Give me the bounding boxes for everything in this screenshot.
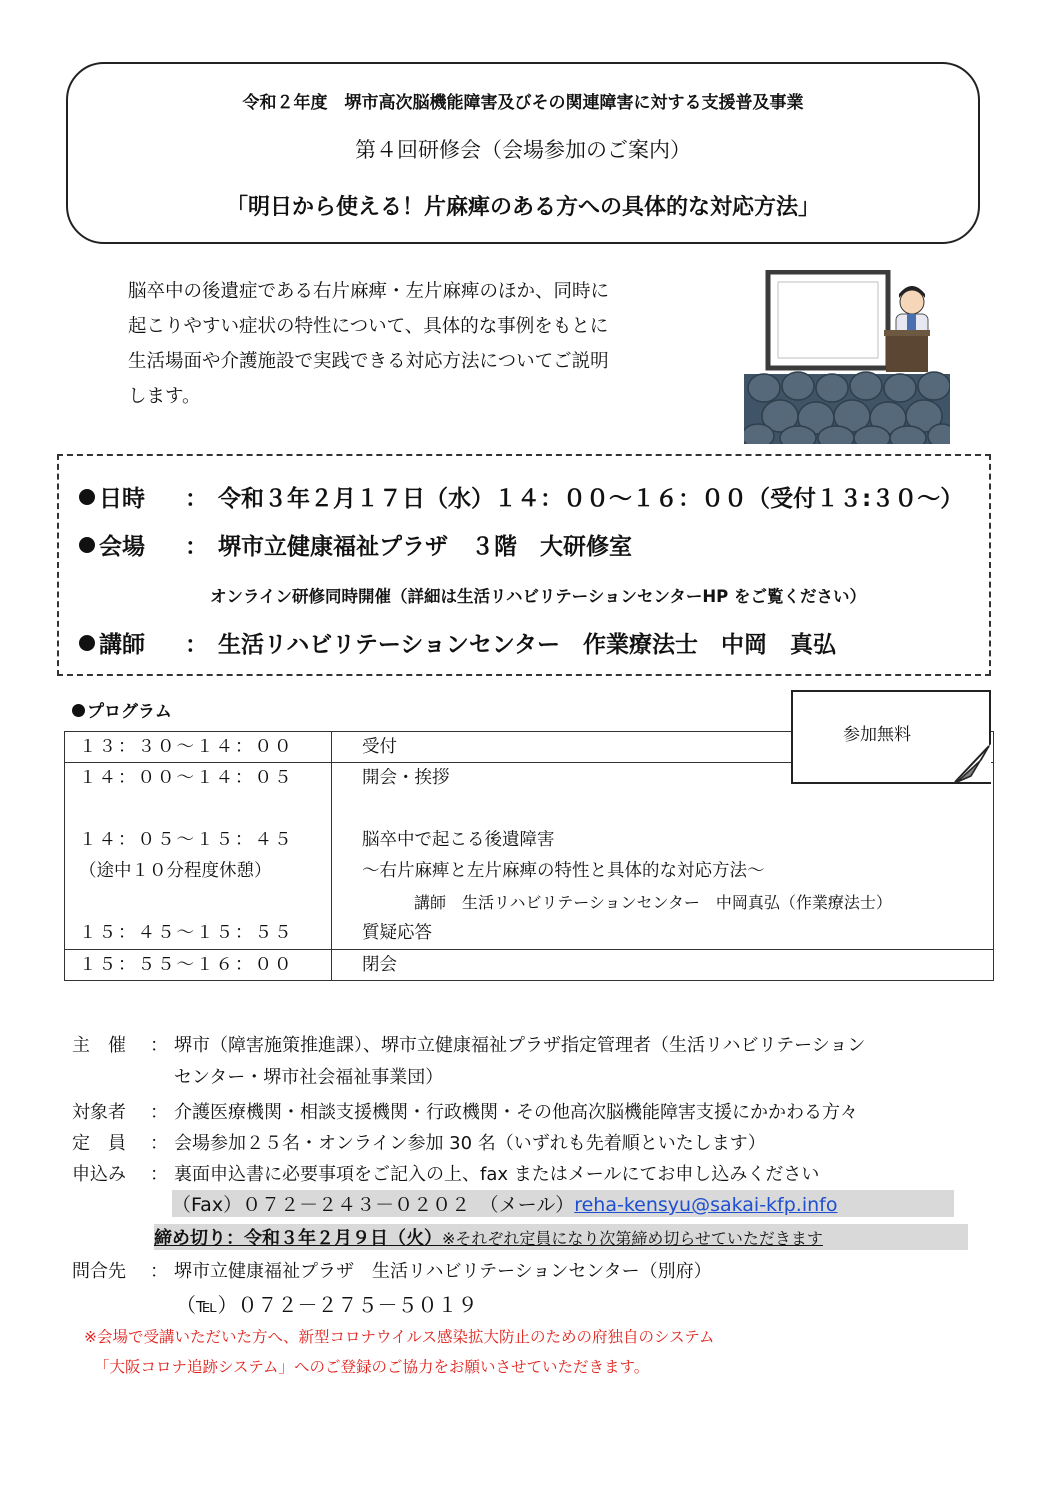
deadline-note: ※それぞれ定員になり次第締め切らせていただきます [442, 1229, 823, 1248]
capacity-row: 定 員 ： 会場参加２５名・オンライン参加 30 名（いずれも先着順といたします） [72, 1129, 766, 1155]
intro-line: 脳卒中の後遺症である右片麻痺・左片麻痺のほか、同時に [128, 281, 610, 302]
online-note: オンライン研修同時開催（詳細は生活リハビリテーションセンターHP をご覧ください） [210, 587, 867, 606]
datetime-row [79, 480, 963, 513]
desc-text: 開会・挨拶 [362, 768, 450, 788]
seminar-theme: 「明日から使える！片麻痺のある方への具体的な対応方法」 [225, 195, 820, 220]
program-heading [72, 697, 172, 722]
free-admission-note [791, 690, 991, 784]
header-box [66, 62, 980, 244]
time-text: １５：４５～１５：５５ [79, 923, 294, 943]
contact-fax-email [172, 1190, 954, 1217]
covid-notice-line2: 「大阪コロナ追跡システム」へのご登録のご協力をお願いさせていただきます。 [94, 1358, 650, 1376]
organizer-value: 堺市（障害施策推進課）、堺市立健康福祉プラザ指定管理者（生活リハビリテーション [174, 1035, 866, 1056]
apply-row: 申込み ： 裏面申込書に必要事項をご記入の上、fax またはメールにてお申し込みください [72, 1160, 819, 1186]
deadline-text: 締め切り：令和３年２月９日（火） [154, 1228, 442, 1249]
seminar-title: 第４回研修会（会場参加のご案内） [355, 138, 691, 162]
datetime-value: 令和３年２月１７日（水）１４：００～１６：００（受付１３:３０～） [218, 486, 964, 512]
desc-cell [332, 763, 994, 950]
colon: ： [185, 632, 208, 658]
fax-text: （Fax）０７２－２４３－０２０２ （メール） [172, 1194, 575, 1216]
intro-line: 生活場面や介護施設で実践できる対応方法についてご説明 [128, 351, 609, 372]
desc-lecturer: 講師 生活リハビリテーションセンター 中岡真弘（作業療法士） [414, 893, 892, 912]
project-title: 令和２年度 堺市高次脳機能障害及びその関連障害に対する支援普及事業 [242, 93, 804, 113]
target-row: 対象者 ： 介護医療機関・相談支援機関・行政機関・その他高次脳機能障害支援にかかわる方々 [72, 1098, 858, 1124]
venue-value: 堺市立健康福祉プラザ ３階 大研修室 [218, 534, 632, 560]
apply-value: 裏面申込書に必要事項をご記入の上、fax またはメールにてお申し込みください [174, 1164, 820, 1185]
colon: ： [185, 486, 208, 512]
desc-text: 質疑応答 [362, 923, 432, 943]
time-text: １４：００～１４：０５ [79, 768, 294, 788]
capacity-label: 定 員 [72, 1133, 126, 1154]
apply-label: 申込み [72, 1164, 126, 1185]
intro-line: 起こりやすい症状の特性について、具体的な事例をもとに [128, 316, 609, 337]
contact-value: 堺市立健康福祉プラザ 生活リハビリテーションセンター（別府） [174, 1261, 712, 1282]
intro-line: します。 [128, 386, 201, 407]
contact-row: 問合先 ： 堺市立健康福祉プラザ 生活リハビリテーションセンター（別府） [72, 1257, 712, 1283]
bullet-icon [79, 489, 95, 505]
lecturer-label: 講師 [99, 632, 145, 658]
desc-cell: 閉会 [332, 950, 994, 981]
lecturer-value: 生活リハビリテーションセンター 作業療法士 中岡 真弘 [218, 632, 837, 658]
lecture-illustration [744, 270, 950, 444]
capacity-value: 会場参加２５名・オンライン参加 30 名（いずれも先着順といたします） [174, 1133, 766, 1154]
organizer-label: 主 催 [72, 1035, 126, 1056]
desc-text: 脳卒中で起こる後遺障害 [362, 830, 555, 850]
desc-text: ～右片麻痺と左片麻痺の特性と具体的な対応方法～ [362, 861, 765, 881]
contact-tel: （℡）０７２－２７５－５０１９ [176, 1293, 478, 1317]
target-value: 介護医療機関・相談支援機関・行政機関・その他高次脳機能障害支援にかかわる方々 [174, 1102, 858, 1123]
contact-label: 問合先 [72, 1261, 126, 1282]
colon: ： [185, 534, 208, 560]
bullet-icon [79, 635, 95, 651]
organizer-line2: センター・堺市社会福祉事業団） [174, 1067, 444, 1088]
bullet-icon [72, 704, 85, 717]
deadline-row [154, 1224, 968, 1250]
time-text: １４：０５～１５：４５ [79, 830, 294, 850]
free-admission-label: 参加無料 [843, 725, 911, 745]
lecturer-row [79, 626, 836, 659]
venue-label: 会場 [99, 534, 145, 560]
desc-cell: 受付 [332, 732, 994, 763]
bullet-icon [79, 537, 95, 553]
time-note: （途中１０分程度休憩） [79, 861, 272, 881]
table-row [65, 950, 994, 981]
venue-row [79, 528, 632, 561]
email-link[interactable]: reha-kensyu@sakai-kfp.info [574, 1194, 838, 1216]
page-curl-icon [951, 742, 993, 786]
intro-paragraph [128, 274, 703, 414]
datetime-label: 日時 [99, 486, 145, 512]
event-details-box [57, 454, 991, 676]
time-cell: １５：５５～１６：００ [65, 950, 332, 981]
table-row [65, 763, 994, 950]
organizer-row: 主 催 ： 堺市（障害施策推進課）、堺市立健康福祉プラザ指定管理者（生活リハビリテーション [72, 1031, 865, 1057]
program-heading-text: プログラム [87, 702, 172, 722]
covid-notice-line1: ※会場で受講いただいた方へ、新型コロナウイルス感染拡大防止のための府独自のシステム [84, 1328, 715, 1346]
time-cell: １３：３０～１４：００ [65, 732, 332, 763]
target-label: 対象者 [72, 1102, 126, 1123]
time-cell [65, 763, 332, 950]
